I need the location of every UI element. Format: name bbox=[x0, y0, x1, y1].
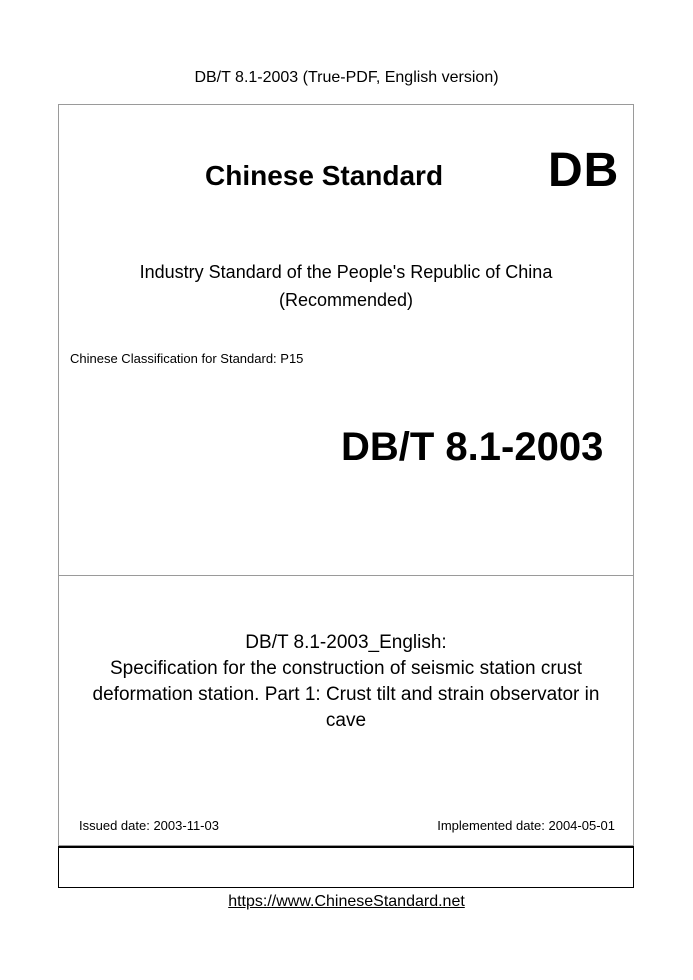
website-link[interactable]: https://www.ChineseStandard.net bbox=[228, 893, 465, 910]
industry-line-1: Industry Standard of the People's Republic of China bbox=[139, 262, 553, 282]
description-line-2: Specification for the construction of seismic station crust bbox=[109, 658, 583, 679]
footer-url bbox=[0, 893, 693, 911]
issued-date: Issued date: 2003-11-03 bbox=[79, 818, 219, 833]
industry-line-2: (Recommended) bbox=[278, 290, 414, 310]
description-line-3: deformation station. Part 1: Crust tilt and strain observator in bbox=[92, 684, 600, 705]
classification-label: Chinese Classification for Standard: P15 bbox=[70, 351, 304, 366]
standard-mark: DB bbox=[548, 144, 620, 197]
document-header: DB/T 8.1-2003 (True-PDF, English version) bbox=[194, 69, 499, 86]
industry-statement bbox=[59, 258, 633, 314]
section-divider bbox=[59, 575, 633, 576]
footer-box bbox=[58, 846, 634, 888]
description-line-1: DB/T 8.1-2003_English: bbox=[245, 632, 447, 653]
standard-title: Chinese Standard bbox=[205, 160, 444, 191]
standard-description bbox=[59, 630, 633, 734]
implemented-date: Implemented date: 2004-05-01 bbox=[437, 818, 615, 833]
description-line-4: cave bbox=[325, 710, 367, 731]
cover-frame bbox=[58, 104, 634, 846]
standard-code: DB/T 8.1-2003 bbox=[341, 425, 604, 469]
